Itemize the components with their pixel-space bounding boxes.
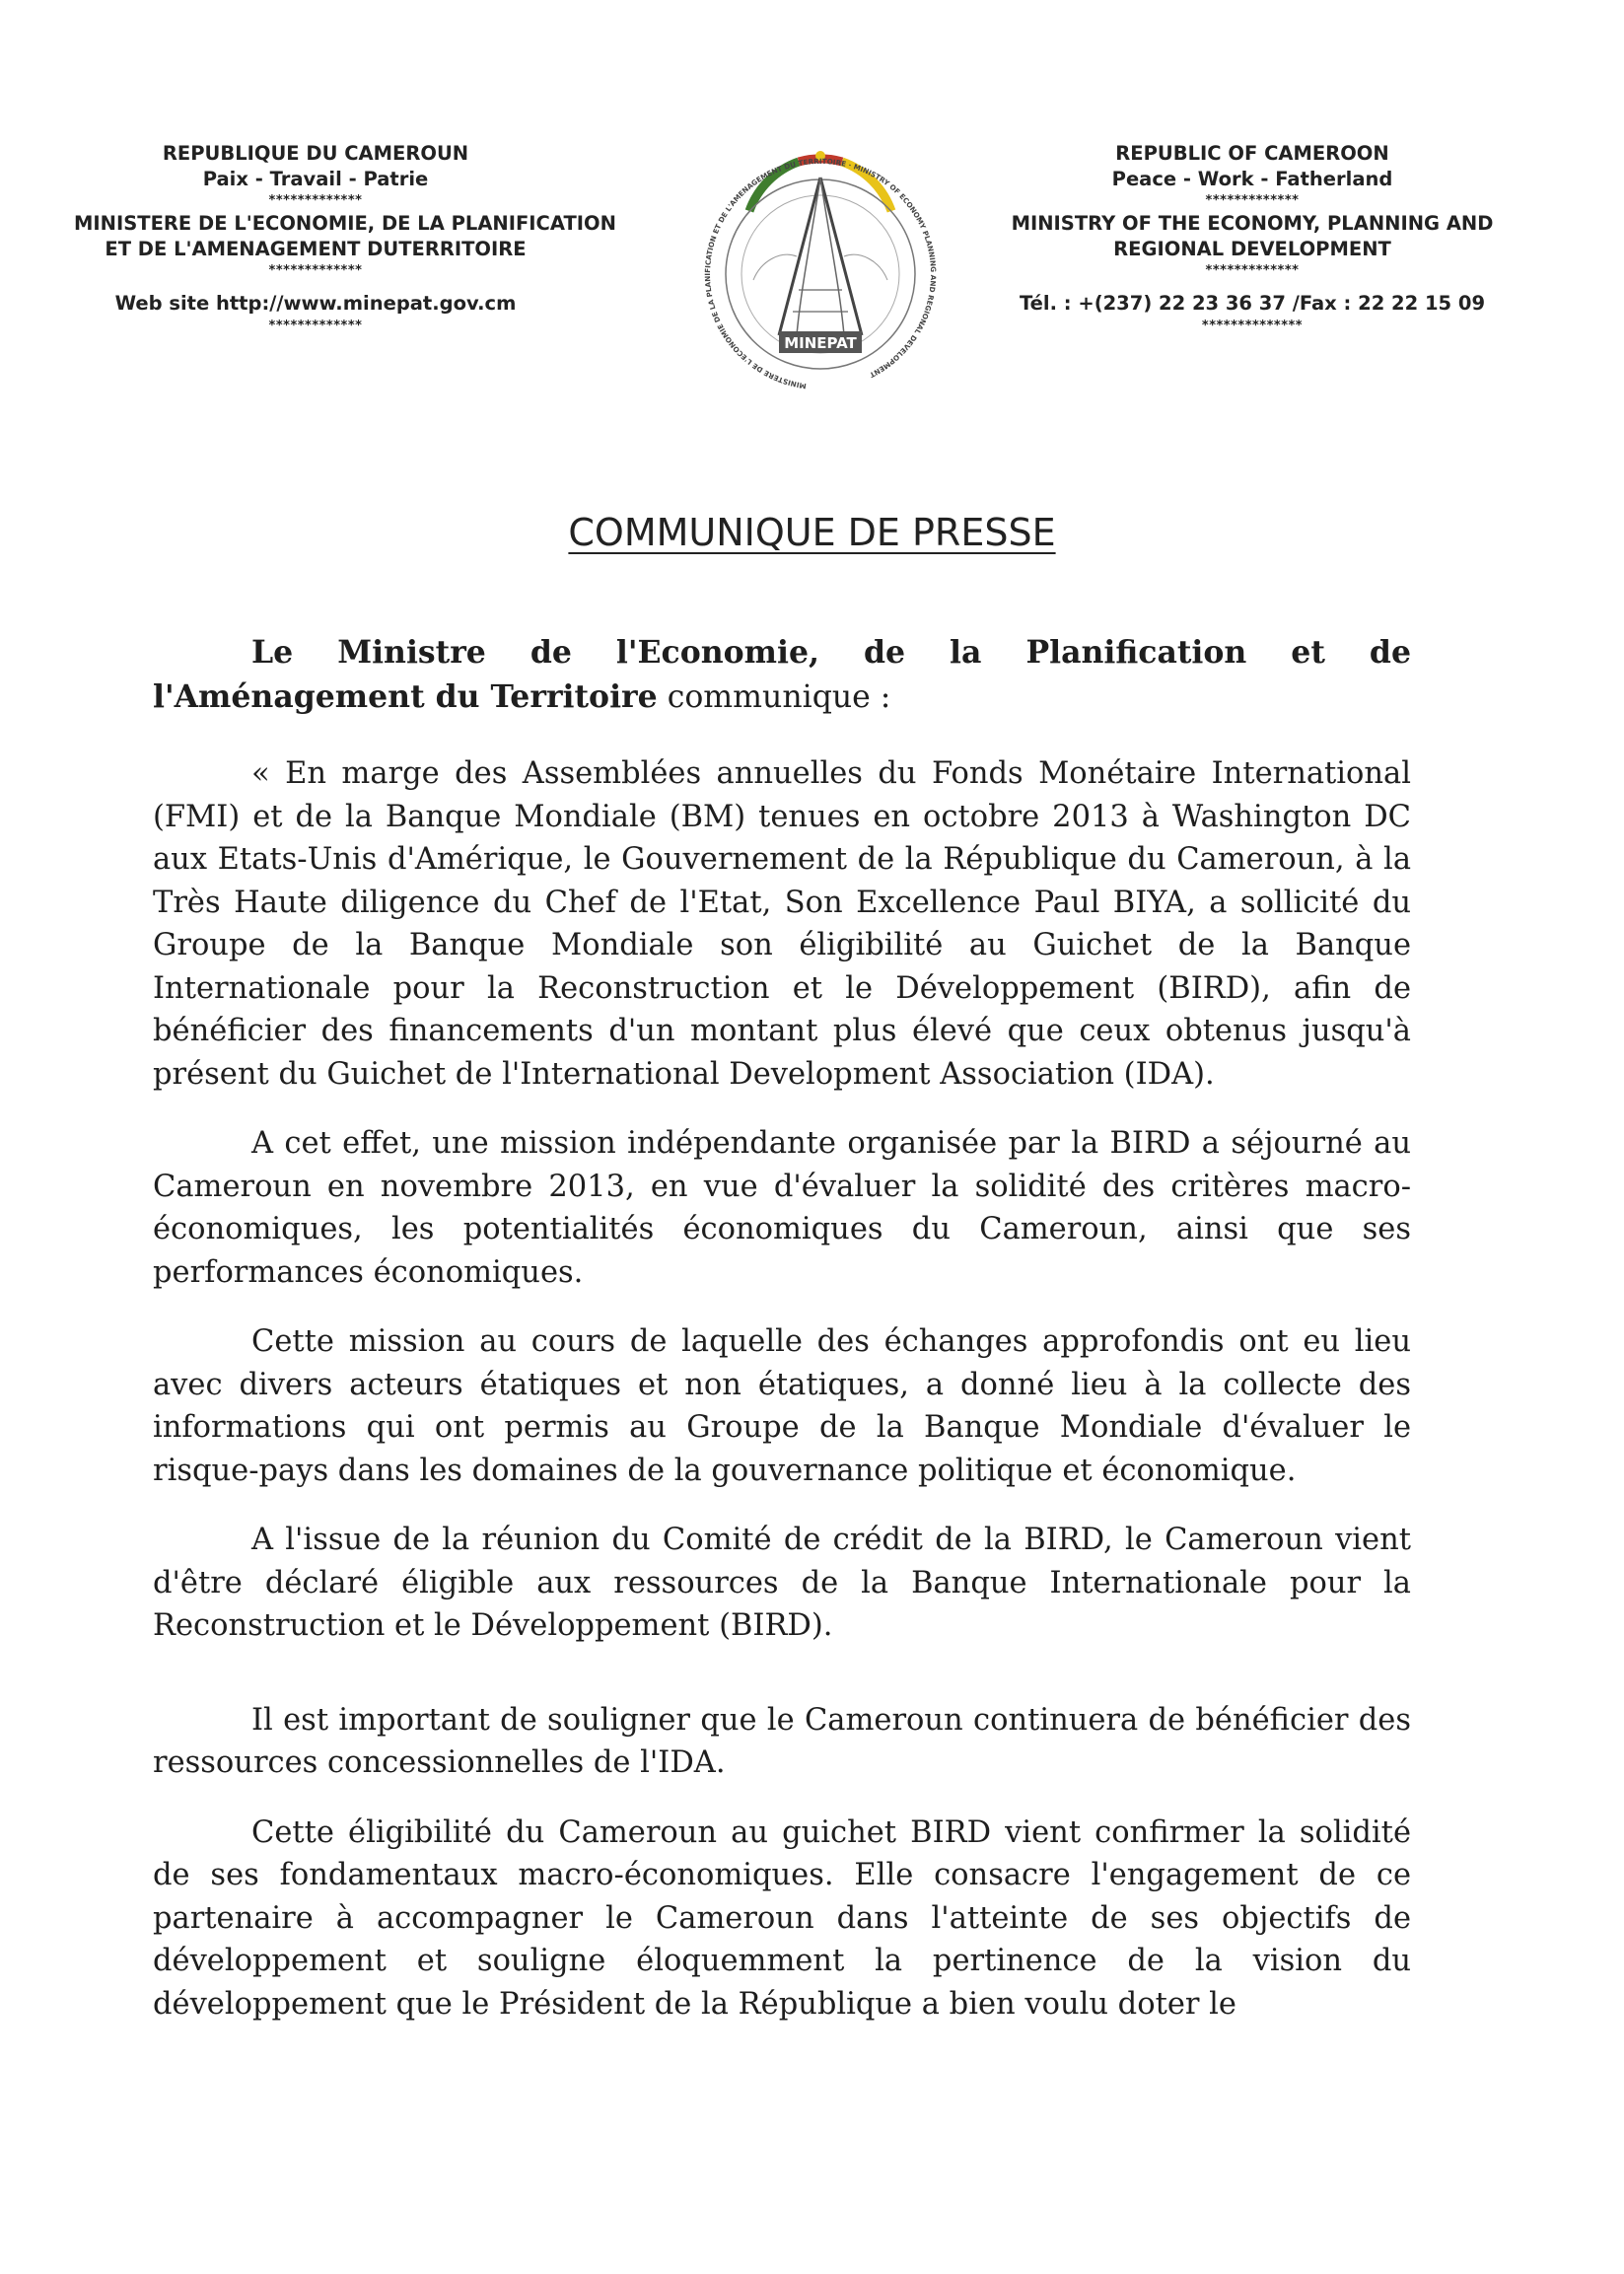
header-left-separator: ************* bbox=[268, 193, 363, 208]
body-paragraph: Cette mission au cours de laquelle des échanges approfondis ont eu lieu avec divers acteurs étatiques et non étatiques, a donné lieu à la collecte des informations qui ont permis au Groupe de la Banque Mondiale d'évaluer le risque-pays dans les domaines de la gouvernance politique et économique. bbox=[153, 1324, 1411, 1488]
document-title-text: COMMUNIQUE DE PRESSE bbox=[568, 511, 1056, 554]
document-title bbox=[0, 508, 1624, 557]
header-right-separator: ************* bbox=[1205, 193, 1300, 208]
header-right bbox=[986, 141, 1518, 336]
intro-rest: communique : bbox=[657, 678, 891, 715]
header-right-ministry-line1: MINISTRY OF THE ECONOMY, PLANNING AND bbox=[1011, 212, 1494, 235]
seal-ring-text: MINISTERE DE L'ECONOMIE DE LA PLANIFICATION ET DE L'AMENAGEMENT DU TERRITOIRE · MINISTRY OF ECONOMY PLANNING AND REGIONAL DEVELOPMENT bbox=[703, 156, 939, 391]
seal-inner-ring bbox=[741, 195, 899, 353]
minepat-seal-icon bbox=[702, 142, 939, 400]
header-left-website: Web site http://www.minepat.gov.cm bbox=[114, 292, 517, 315]
body-paragraph: Cette éligibilité du Cameroun au guichet BIRD vient confirmer la solidité de ses fondamentaux macro-économiques. Elle consacre l'engagement de ce partenaire à accompagner le Cameroun dans l'atteinte de ses objectifs de développement et souligne éloquemment la pertinence de la vision du développement que le Président de la République a bien voulu doter le bbox=[153, 1814, 1411, 2022]
header-left-separator: ************* bbox=[268, 263, 363, 278]
minepat-seal bbox=[702, 142, 939, 400]
seal-label: MINEPAT bbox=[784, 334, 857, 352]
body-paragraph: Il est important de souligner que le Cameroun continuera de bénéficier des ressources concessionnelles de l'IDA. bbox=[153, 1702, 1411, 1780]
body-paragraph: A l'issue de la réunion du Comité de crédit de la BIRD, le Cameroun vient d'être déclaré éligible aux ressources de la Banque Internationale pour la Reconstruction et le Développement (BIRD). bbox=[153, 1523, 1411, 1643]
header-right-ministry-line2: REGIONAL DEVELOPMENT bbox=[1113, 237, 1391, 260]
header-right-motto: Peace - Work - Fatherland bbox=[1111, 167, 1393, 190]
header-right-separator: ************* bbox=[1205, 263, 1300, 278]
header-right-separator: ************** bbox=[1201, 318, 1304, 333]
body-paragraph: A cet effet, une mission indépendante organisée par la BIRD a séjourné au Cameroun en novembre 2013, en vue d'évaluer la solidité des critères macro-économiques, les potentialités économiques du Cameroun, ainsi que ses performances économiques. bbox=[153, 1126, 1411, 1290]
seal-decor bbox=[753, 254, 887, 280]
header-left-motto: Paix - Travail - Patrie bbox=[202, 167, 429, 190]
header-right-country: REPUBLIC OF CAMEROON bbox=[1115, 142, 1389, 165]
header-left-separator: ************* bbox=[268, 318, 363, 333]
header-left-country: REPUBLIQUE DU CAMEROUN bbox=[162, 142, 469, 165]
intro-bold: Le Ministre de l'Economie, de la Planification et de l'Aménagement du Territoire bbox=[153, 634, 1411, 715]
intro-paragraph bbox=[153, 631, 1411, 719]
body-paragraph: « En marge des Assemblées annuelles du Fonds Monétaire International (FMI) et de la Banque Mondiale (BM) tenues en octobre 2013 à Washington DC aux Etats-Unis d'Amérique, le Gouvernement de la République du Cameroun, à la Très Haute diligence du Chef de l'Etat, Son Excellence Paul BIYA, a sollicité du Groupe de la Banque Mondiale son éligibilité au Guichet de la Banque Internationale pour la Reconstruction et le Développement (BIRD), afin de bénéficier des financements d'un montant plus élevé que ceux obtenus jusqu'à présent du Guichet de l'International Development Association (IDA). bbox=[153, 756, 1411, 1092]
header-left-ministry-line1: MINISTERE DE L'ECONOMIE, DE LA PLANIFICATION bbox=[74, 212, 616, 235]
header-right-contact: Tél. : +(237) 22 23 36 37 /Fax : 22 22 15 09 bbox=[1019, 292, 1486, 315]
header-left bbox=[74, 141, 616, 336]
header-left-ministry-line2: ET DE L'AMENAGEMENT DUTERRITOIRE bbox=[105, 237, 527, 260]
document-body bbox=[153, 631, 1411, 2052]
